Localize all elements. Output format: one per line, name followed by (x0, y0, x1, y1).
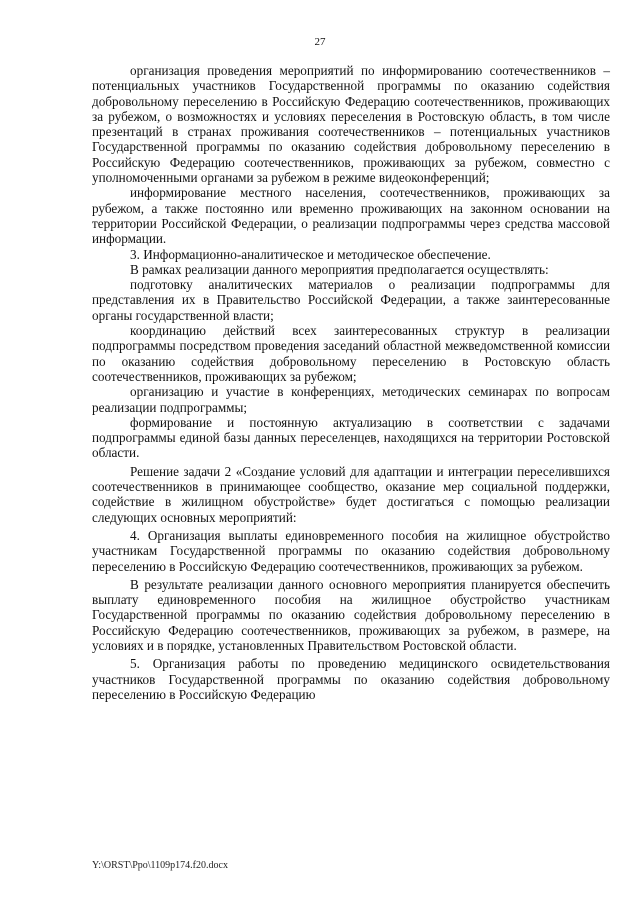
paragraph: формирование и постоянную актуализацию в соответствии с задачами подпрограммы единой базы данных переселенцев, находящихся на территории Ростовской области. (92, 414, 610, 461)
paragraph: информирование местного населения, соотечественников, проживающих за рубежом, а также постоянно или временно проживающих на законном основании на территории Российской Федерации, о реализации подпрограммы через средства массовой информации. (92, 185, 610, 247)
paragraph: В результате реализации данного основного мероприятия планируется обеспечить выплату единовременного пособия на жилищное обустройство участникам Государственной программы по оказанию содействия добровольному переселению в Российскую Федерацию соотечественников, проживающих за рубежом, в размере, на условиях и в порядке, установленных Правительством Ростовской области. (92, 576, 610, 653)
paragraph: 5. Организация работы по проведению медицинского освидетельствования участников Государственной программы по оказанию содействия добровольному переселению в Российскую Федерацию (92, 656, 610, 702)
paragraph: подготовку аналитических материалов о реализации подпрограммы для представления их в Правительство Российской Федерации, а также заинтересованные органы государственной власти; (92, 277, 610, 323)
document-body (92, 63, 610, 702)
paragraph: 3. Информационно-аналитическое и методическое обеспечение. (130, 246, 491, 262)
paragraph: организацию и участие в конференциях, методических семинарах по вопросам реализации подпрограммы; (92, 384, 610, 415)
paragraph: В рамках реализации данного мероприятия предполагается осуществлять: (130, 261, 549, 277)
paragraph: организация проведения мероприятий по информированию соотечественников – потенциальных участников Государственной программы по оказанию содействия добровольному переселению в Российскую Федерацию соотечественников, проживающих за рубежом, о возможностях и условиях переселения в Ростовскую область, в том числе презентаций в странах проживания соотечественников – потенциальных участников Государственной программы по оказанию содействия добровольному переселению в Российскую Федерацию соотечественников, проживающих за рубежом, совместно с уполномоченными органами за рубежом в режиме видеоконференций; (92, 63, 610, 186)
paragraph: координацию действий всех заинтересованных структур в реализации подпрограммы посредством проведения заседаний областной межведомственной комиссии по оказанию содействия добровольному переселению в Ростовскую область соотечественников, проживающих за рубежом; (92, 323, 610, 384)
paragraph: 4. Организация выплаты единовременного пособия на жилищное обустройство участникам Государственной программы по оказанию содействия добровольному переселению в Российскую Федерацию соотечественников, проживающих за рубежом. (92, 527, 610, 574)
paragraph: Решение задачи 2 «Создание условий для адаптации и интеграции переселившихся соотечественников в принимающее сообщество, оказание мер социальной поддержки, содействие в жилищном обустройстве» будет достигаться с помощью реализации следующих основных мероприятий: (92, 463, 610, 525)
page-number: 27 (314, 36, 326, 48)
footer-file-path: Y:\ORST\Ppo\1109p174.f20.docx (92, 860, 228, 871)
